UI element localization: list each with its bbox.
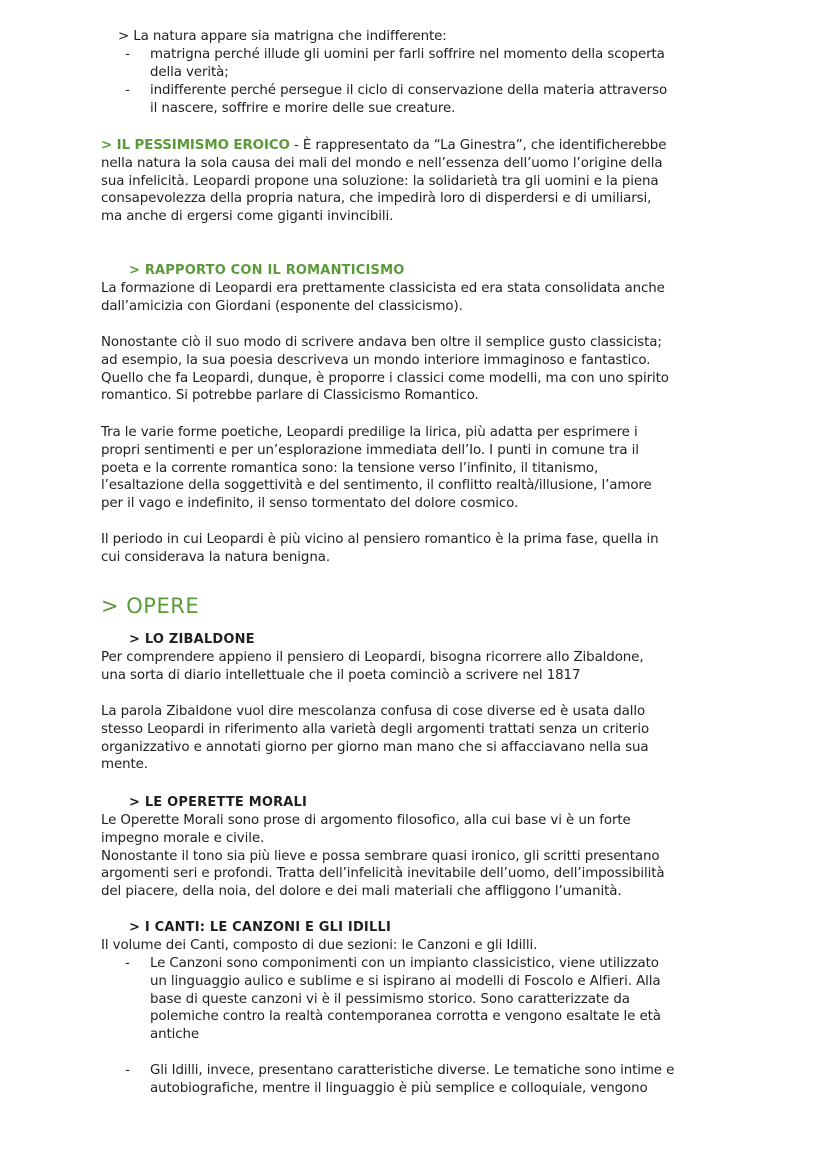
operette-paragraph: Le Operette Morali sono prose di argomento filosofico, alla cui base vi è un forte impegno morale e civile. Nonostante il tono sia più lieve e possa sembrare quasi ironico, gli scritti presentano argomenti seri e profondi. Tratta dell’infelicità inevitabile dell’uomo, dell’impossibilità del piacere, della noia, del dolore e dei mali materiali che affliggono l’umanità. <box>101 813 665 900</box>
canti-heading: > I CANTI: LE CANZONI E GLI IDILLI <box>129 920 391 935</box>
romanticismo-paragraph-3: Tra le varie forme poetiche, Leopardi predilige la lirica, più adatta per esprimere i propri sentimenti e per un’esplorazione immediata dell’Io. I punti in comune tra il poeta e la corrente romantica sono: la tensione verso l’infinito, il titanismo, l’esaltazione della soggettività e del sentimento, il conflitto realtà/illusione, l’amore per il vago e indefinito, il senso tormentato del dolore cosmico. <box>101 425 652 512</box>
romanticismo-paragraph-1: La formazione di Leopardi era prettamente classicista ed era stata consolidata anche dall’amicizia con Giordani (esponente del classicismo). <box>101 281 665 314</box>
intro-bullet-matrigna: matrigna perché illude gli uomini per farli soffrire nel momento della scoperta della verità; <box>150 47 665 80</box>
intro-lead: > La natura appare sia matrigna che indifferente: <box>118 29 447 44</box>
zibaldone-paragraph-1: Per comprendere appieno il pensiero di Leopardi, bisogna ricorrere allo Zibaldone, una sorta di diario intellettuale che il poeta cominciò a scrivere nel 1817 <box>101 650 644 683</box>
zibaldone-heading: > LO ZIBALDONE <box>129 632 255 647</box>
operette-heading: > LE OPERETTE MORALI <box>129 795 308 810</box>
romanticismo-paragraph-4: Il periodo in cui Leopardi è più vicino al pensiero romantico è la prima fase, quella in cui considerava la natura benigna. <box>101 532 659 565</box>
intro-bullet-indifferente: indifferente perché persegue il ciclo di conservazione della materia attraverso il nascere, soffrire e morire delle sue creature. <box>150 83 668 116</box>
bullet-dash: - <box>125 956 130 971</box>
opere-section-title: > OPERE <box>101 594 200 618</box>
romanticismo-heading: > RAPPORTO CON IL ROMANTICISMO <box>129 263 405 278</box>
bullet-dash: - <box>125 1063 130 1078</box>
zibaldone-paragraph-2: La parola Zibaldone vuol dire mescolanza confusa di cose diverse ed è usata dallo stesso Leopardi in riferimento alla varietà degli argomenti trattati senza un criterio organizzativo e annotati giorno per giorno man mano che si affacciavano nella sua mente. <box>101 704 650 773</box>
bullet-dash: - <box>125 47 130 62</box>
bullet-dash: - <box>125 83 130 98</box>
canti-intro: Il volume dei Canti, composto di due sezioni: le Canzoni e gli Idilli. <box>101 938 538 953</box>
pessimismo-eroico-label: > IL PESSIMISMO EROICO <box>101 138 290 153</box>
pessimismo-eroico-paragraph: > IL PESSIMISMO EROICO - È rappresentato da “La Ginestra”, che identificherebbe nella natura la sola causa dei mali del mondo e nell’essenza dell’uomo l’origine della sua infelicità. Leopardi propone una soluzione: la solidarietà tra gli uomini e la piena consapevolezza della propria natura, che impedirà loro di disperdersi e di umiliarsi, ma anche di ergersi come giganti invincibili. <box>101 138 667 225</box>
canti-bullet-idilli: Gli Idilli, invece, presentano caratteristiche diverse. Le tematiche sono intime e autobiografiche, mentre il linguaggio è più semplice e colloquiale, vengono <box>150 1063 675 1096</box>
canti-bullet-canzoni: Le Canzoni sono componimenti con un impianto classicistico, viene utilizzato un linguaggio aulico e sublime e si ispirano ai modelli di Foscolo e Alfieri. Alla base di queste canzoni vi è il pessimismo storico. Sono caratterizzate da polemiche contro la realtà contemporanea corrotta e vengono esaltate le età antiche <box>150 956 661 1043</box>
romanticismo-paragraph-2: Nonostante ciò il suo modo di scrivere andava ben oltre il semplice gusto classicista; ad esempio, la sua poesia descriveva un mondo interiore immaginoso e fantastico. Quello che fa Leopardi, dunque, è proporre i classici come modelli, ma con uno spirito romantico. Si potrebbe parlare di Classicismo Romantico. <box>101 335 669 404</box>
